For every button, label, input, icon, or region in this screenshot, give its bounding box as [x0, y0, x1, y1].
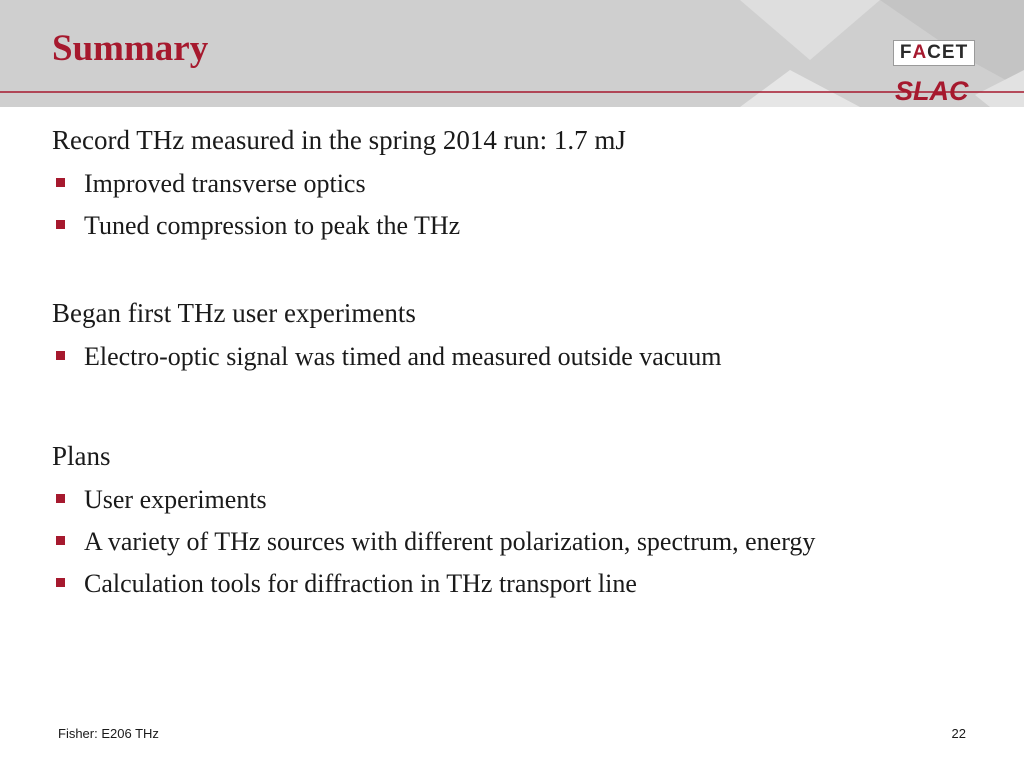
bullet-list [52, 163, 992, 247]
footer-left: Fisher: E206 THz [58, 726, 159, 741]
bullet-list [52, 479, 992, 605]
list-item: Improved transverse optics [52, 163, 992, 205]
slide-title: Summary [52, 28, 209, 69]
bullet-marker-icon [56, 178, 65, 187]
bullet-list [52, 336, 992, 378]
section-user-experiments [52, 297, 992, 378]
section-heading: Record THz measured in the spring 2014 run: 1.7 mJ [52, 125, 626, 155]
list-item: Calculation tools for diffraction in THz transport line [52, 563, 992, 605]
slide-content [52, 124, 992, 605]
list-item: Tuned compression to peak the THz [52, 205, 992, 247]
bullet-marker-icon [56, 220, 65, 229]
section-heading: Began first THz user experiments [52, 298, 416, 328]
facet-logo: F A CET [893, 40, 975, 66]
section-record-thz [52, 124, 992, 247]
page-number: 22 [951, 726, 966, 741]
list-item: Electro-optic signal was timed and measured outside vacuum [52, 336, 992, 378]
section-heading: Plans [52, 441, 111, 471]
list-item: A variety of THz sources with different polarization, spectrum, energy [52, 521, 992, 563]
section-plans [52, 440, 992, 605]
bullet-marker-icon [56, 578, 65, 587]
bullet-marker-icon [56, 536, 65, 545]
list-item: User experiments [52, 479, 992, 521]
bullet-marker-icon [56, 494, 65, 503]
bullet-marker-icon [56, 351, 65, 360]
slac-logo: SLAC [895, 76, 969, 106]
